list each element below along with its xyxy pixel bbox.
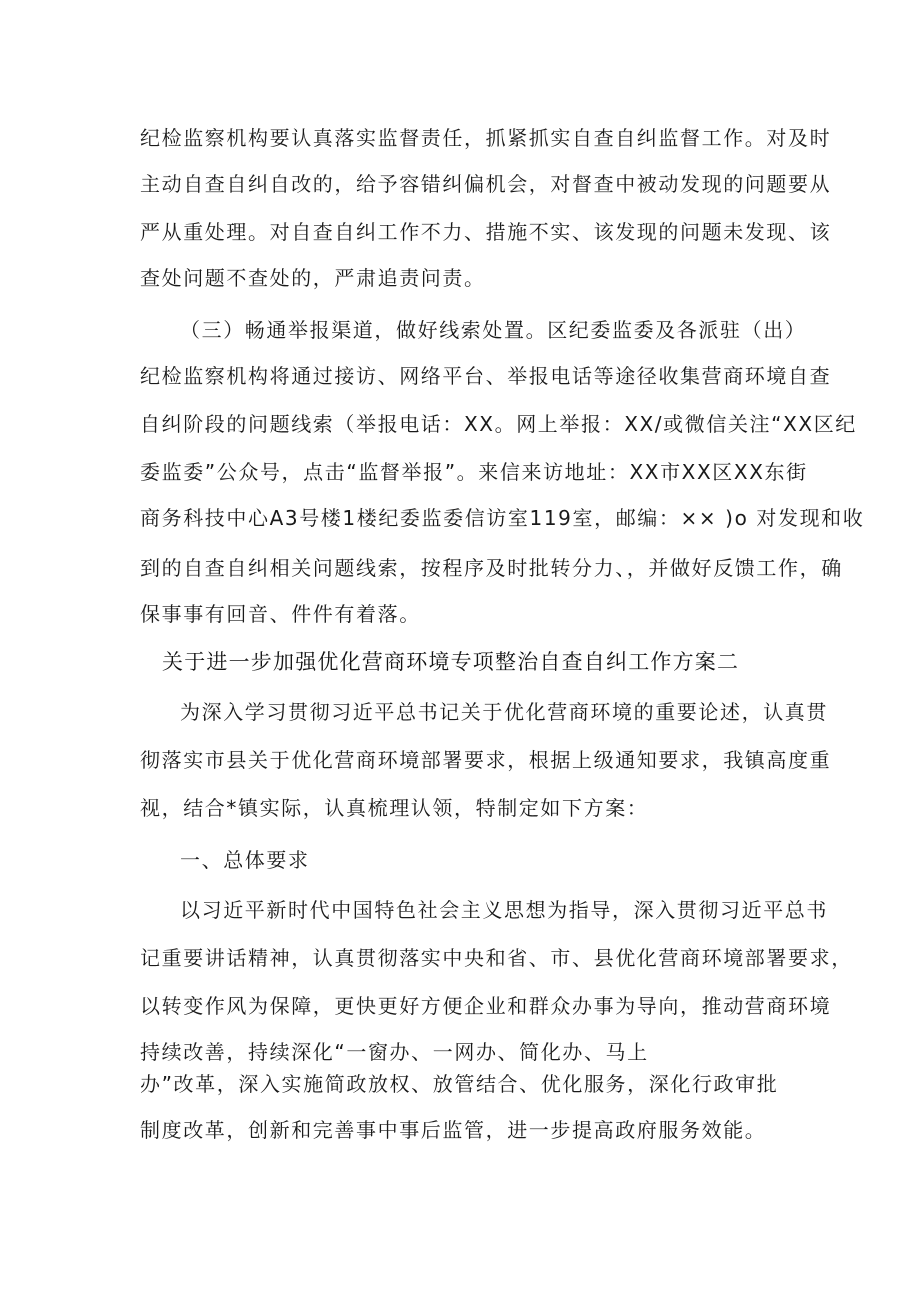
paragraph-2-line-6: 到的自查自纠相关问题线索，按程序及时批转分力、，并做好反馈工作，确 [140,556,843,580]
paragraph-3-line-3: 视，结合*镇实际，认真梳理认领，特制定如下方案： [140,796,649,820]
paragraph-2-line-5: 商务科技中心A3号楼1楼纪委监委信访室119室，邮编：×× )o 对发现和收 [140,506,865,530]
paragraph-2-line-3: 自纠阶段的问题线索（举报电话：XX。网上举报：XX/或微信关注“XX区纪 [140,412,857,436]
paragraph-3-line-1: 为深入学习贯彻习近平总书记关于优化营商环境的重要论述，认真贯 [180,700,828,724]
paragraph-2-line-4: 委监委”公众号，点击“监督举报”。来信来访地址：XX市XX区XX东街 [140,460,808,484]
paragraph-4-line-2: 记重要讲话精神，认真贯彻落实中央和省、市、县优化营商环境部署要求， [140,946,853,970]
paragraph-2-line-2: 纪检监察机构将通过接访、网络平台、举报电话等途径收集营商环境自查 [140,364,832,388]
paragraph-3-line-2: 彻落实市县关于优化营商环境部署要求，根据上级通知要求，我镇高度重 [140,748,832,772]
paragraph-1-line-3: 严从重处理。对自查自纠工作不力、措施不实、该发现的问题未发现、该 [140,220,832,244]
paragraph-1-line-1: 纪检监察机构要认真落实监督责任，抓紧抓实自查自纠监督工作。对及时 [140,126,832,150]
paragraph-4-line-6: 制度改革，创新和完善事中事后监管，进一步提高政府服务效能。 [140,1118,767,1142]
heading-overall-requirements: 一、总体要求 [180,848,310,872]
paragraph-2-line-7: 保事事有回音、件件有着落。 [140,602,421,626]
section-title: 关于进一步加强优化营商环境专项整治自查自纠工作方案二 [162,650,740,674]
paragraph-1-line-4: 查处问题不查处的，严肃追责问责。 [140,266,486,290]
paragraph-4-line-3: 以转变作风为保障，更快更好方便企业和群众办事为导向，推动营商环境 [140,994,832,1018]
paragraph-4-line-5: 办”改革，深入实施简政放权、放管结合、优化服务，深化行政审批 [140,1072,779,1096]
paragraph-2-line-1: （三）畅通举报渠道，做好线索处置。区纪委监委及各派驻（出） [180,318,807,342]
paragraph-4-line-4: 持续改善，持续深化“一窗办、一网办、简化办、马上 [140,1040,649,1064]
paragraph-4-line-1: 以习近平新时代中国特色社会主义思想为指导，深入贯彻习近平总书 [180,898,828,922]
paragraph-1-line-2: 主动自查自纠自改的，给予容错纠偏机会，对督查中被动发现的问题要从 [140,172,832,196]
